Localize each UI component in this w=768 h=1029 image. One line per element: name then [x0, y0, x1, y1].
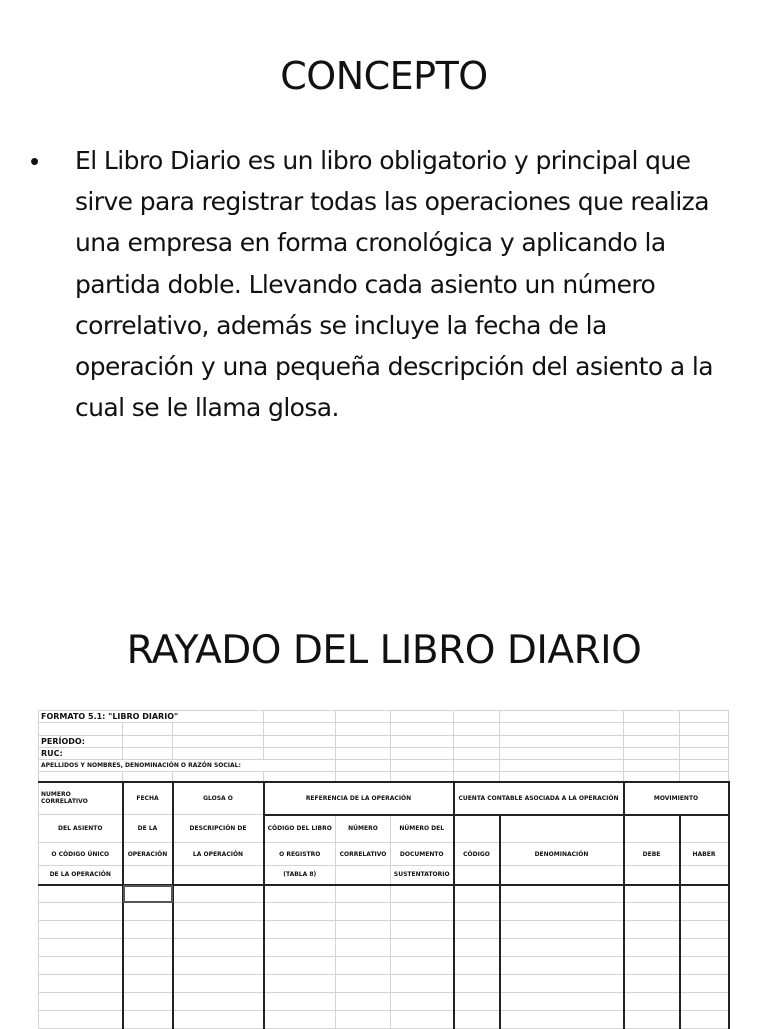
- sheet-cell[interactable]: [264, 1011, 336, 1029]
- header-documento: DOCUMENTO: [391, 843, 454, 866]
- sheet-cell[interactable]: [264, 885, 336, 903]
- sheet-cell[interactable]: [39, 993, 123, 1011]
- header-numero-del: NÚMERO DEL: [391, 815, 454, 843]
- sheet-cell[interactable]: [680, 993, 729, 1011]
- sheet-cell[interactable]: [173, 939, 264, 957]
- sheet-cell[interactable]: [391, 975, 454, 993]
- sheet-cell[interactable]: [624, 885, 680, 903]
- ruc-label: RUC:: [39, 748, 123, 760]
- sheet-cell[interactable]: [173, 921, 264, 939]
- sheet-cell[interactable]: [264, 975, 336, 993]
- sheet-cell[interactable]: [336, 993, 391, 1011]
- sheet-cell[interactable]: [39, 957, 123, 975]
- sheet-cell[interactable]: [336, 1011, 391, 1029]
- sheet-cell[interactable]: [264, 993, 336, 1011]
- sheet-cell[interactable]: [680, 957, 729, 975]
- sheet-cell[interactable]: [500, 939, 624, 957]
- sheet-cell[interactable]: [264, 957, 336, 975]
- sheet-cell[interactable]: [39, 903, 123, 921]
- slide-title-rayado: RAYADO DEL LIBRO DIARIO: [126, 628, 642, 673]
- sheet-cell[interactable]: [500, 1011, 624, 1029]
- sheet-cell[interactable]: [680, 939, 729, 957]
- format-label: FORMATO 5.1: "LIBRO DIARIO": [39, 711, 264, 723]
- sheet-cell[interactable]: [123, 939, 173, 957]
- sheet-cell[interactable]: [39, 939, 123, 957]
- header-de-la-operacion: DE LA OPERACIÓN: [39, 866, 123, 885]
- sheet-cell[interactable]: [500, 921, 624, 939]
- header-operacion: OPERACIÓN: [123, 843, 173, 866]
- sheet-cell[interactable]: [624, 975, 680, 993]
- bullet-icon: •: [30, 146, 40, 176]
- sheet-cell[interactable]: [500, 903, 624, 921]
- header-fecha: FECHA: [123, 782, 173, 815]
- libro-diario-sheet: [38, 710, 730, 1029]
- header-referencia: REFERENCIA DE LA OPERACIÓN: [264, 782, 454, 815]
- header-del-asiento: DEL ASIENTO: [39, 815, 123, 843]
- header-haber: HABER: [680, 843, 729, 866]
- sheet-cell[interactable]: [680, 921, 729, 939]
- sheet-cell[interactable]: [454, 903, 500, 921]
- table-row: [39, 921, 729, 939]
- sheet-cell[interactable]: [680, 1011, 729, 1029]
- sheet-cell[interactable]: [336, 975, 391, 993]
- sheet-cell[interactable]: [624, 939, 680, 957]
- sheet-cell[interactable]: [123, 921, 173, 939]
- sheet-cell[interactable]: [391, 939, 454, 957]
- sheet-cell[interactable]: [264, 939, 336, 957]
- header-cuenta-contable: CUENTA CONTABLE ASOCIADA A LA OPERACIÓN: [454, 782, 624, 815]
- table-row: [39, 885, 729, 903]
- sheet-cell[interactable]: [336, 957, 391, 975]
- sheet-cell[interactable]: [173, 993, 264, 1011]
- sheet-cell[interactable]: [624, 903, 680, 921]
- sheet-cell[interactable]: [500, 993, 624, 1011]
- header-denominacion: DENOMINACIÓN: [500, 843, 624, 866]
- razon-social-label: APELLIDOS Y NOMBRES, DENOMINACIÓN O RAZÓN SOCIAL:: [39, 760, 336, 772]
- table-row: [39, 975, 729, 993]
- sheet-cell[interactable]: [454, 975, 500, 993]
- header-descripcion: DESCRIPCIÓN DE: [173, 815, 264, 843]
- table-row: [39, 1011, 729, 1029]
- sheet-cell[interactable]: [680, 903, 729, 921]
- header-movimiento: MOVIMIENTO: [624, 782, 729, 815]
- table-row: [39, 939, 729, 957]
- sheet-cell[interactable]: [264, 921, 336, 939]
- sheet-cell[interactable]: [454, 957, 500, 975]
- sheet-cell[interactable]: [336, 921, 391, 939]
- sheet-cell[interactable]: [391, 993, 454, 1011]
- header-codigo-libro: CÓDIGO DEL LIBRO: [264, 815, 336, 843]
- header-glosa: GLOSA O: [173, 782, 264, 815]
- header-codigo-unico: O CÓDIGO ÚNICO: [39, 843, 123, 866]
- sheet-cell[interactable]: [454, 939, 500, 957]
- header-correlativo: CORRELATIVO: [336, 843, 391, 866]
- sheet-cell[interactable]: [173, 975, 264, 993]
- sheet-cell[interactable]: [173, 957, 264, 975]
- sheet-cell[interactable]: [454, 993, 500, 1011]
- sheet-cell[interactable]: [680, 975, 729, 993]
- header-numero-correlativo: NUMERO CORRELATIVO: [39, 782, 123, 815]
- sheet-cell[interactable]: [123, 1011, 173, 1029]
- sheet-cell[interactable]: [123, 903, 173, 921]
- header-de-la: DE LA: [123, 815, 173, 843]
- sheet-cell[interactable]: [39, 1011, 123, 1029]
- periodo-label: PERÍODO:: [39, 736, 123, 748]
- header-o-registro: O REGISTRO: [264, 843, 336, 866]
- sheet-cell[interactable]: [454, 1011, 500, 1029]
- concept-text: El Libro Diario es un libro obligatorio y principal que sirve para registrar todas las operaciones que realiza una empresa en forma cronológica y aplicando la partida doble. Llevando cada asiento un número correlativo, además se incluye la fecha de la operación y una pequeña descripción del asiento a la cual se le llama glosa.: [75, 146, 714, 423]
- sheet-cell[interactable]: [336, 903, 391, 921]
- table-row: [39, 957, 729, 975]
- sheet-cell[interactable]: [500, 975, 624, 993]
- sheet-cell[interactable]: [173, 885, 264, 903]
- header-numero: NÚMERO: [336, 815, 391, 843]
- sheet-cell[interactable]: [680, 885, 729, 903]
- sheet-cell[interactable]: [123, 885, 173, 903]
- sheet-cell[interactable]: [391, 921, 454, 939]
- table-row: [39, 993, 729, 1011]
- header-debe: DEBE: [624, 843, 680, 866]
- sheet-cell[interactable]: [500, 957, 624, 975]
- sheet-cell[interactable]: [391, 957, 454, 975]
- sheet-cell[interactable]: [624, 921, 680, 939]
- sheet-cell[interactable]: [454, 885, 500, 903]
- sheet-cell[interactable]: [39, 975, 123, 993]
- sheet-cell[interactable]: [123, 957, 173, 975]
- sheet-cell[interactable]: [336, 885, 391, 903]
- sheet-cell[interactable]: [39, 921, 123, 939]
- sheet-cell[interactable]: [391, 1011, 454, 1029]
- sheet-cell[interactable]: [454, 921, 500, 939]
- sheet-cell[interactable]: [173, 1011, 264, 1029]
- sheet-cell[interactable]: [624, 957, 680, 975]
- sheet-cell[interactable]: [123, 993, 173, 1011]
- table-row: [39, 903, 729, 921]
- sheet-cell[interactable]: [624, 1011, 680, 1029]
- sheet-cell[interactable]: [500, 885, 624, 903]
- sheet-cell[interactable]: [391, 885, 454, 903]
- sheet-cell[interactable]: [39, 885, 123, 903]
- header-la-operacion: LA OPERACIÓN: [173, 843, 264, 866]
- sheet-cell[interactable]: [123, 975, 173, 993]
- sheet-cell[interactable]: [264, 903, 336, 921]
- sheet-cell[interactable]: [391, 903, 454, 921]
- header-sustentatorio: SUSTENTATORIO: [391, 866, 454, 885]
- header-codigo: CÓDIGO: [454, 843, 500, 866]
- slide-title-concepto: CONCEPTO: [280, 54, 488, 98]
- sheet-cell[interactable]: [173, 903, 264, 921]
- header-tabla-8: (TABLA 8): [264, 866, 336, 885]
- sheet-cell[interactable]: [624, 993, 680, 1011]
- sheet-cell[interactable]: [336, 939, 391, 957]
